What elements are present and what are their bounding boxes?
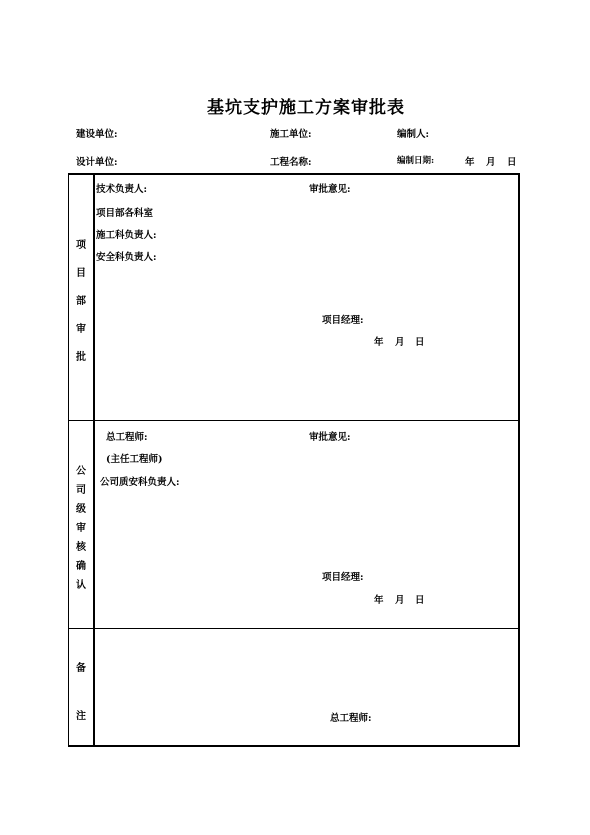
section3-chief-engineer-label: 总工程师: bbox=[330, 713, 372, 724]
section1-month: 月 bbox=[395, 337, 405, 348]
label-column-divider bbox=[93, 173, 95, 747]
section2-month: 月 bbox=[395, 595, 405, 606]
quality-lead-label: 公司质安科负责人: bbox=[100, 477, 180, 488]
chief-engineer-label: 总工程师: bbox=[106, 432, 148, 443]
section1-manager-label: 项目经理: bbox=[322, 315, 364, 326]
section1-side-char-1: 项 bbox=[76, 240, 86, 251]
section3-side-char-1: 备 bbox=[76, 663, 86, 674]
section2-side-char-4: 审 bbox=[76, 523, 86, 534]
build-unit-label: 建设单位: bbox=[76, 129, 118, 140]
design-unit-label: 设计单位: bbox=[76, 157, 118, 168]
section3-side-char-2: 注 bbox=[76, 711, 86, 722]
compile-date-label: 编制日期: bbox=[397, 156, 435, 166]
section2-side-char-3: 级 bbox=[76, 504, 86, 515]
section1-opinion-label: 审批意见: bbox=[309, 184, 351, 195]
tech-lead-label: 技术负责人: bbox=[96, 184, 148, 195]
section1-side-char-4: 审 bbox=[76, 324, 86, 335]
form-title: 基坑支护施工方案审批表 bbox=[207, 98, 405, 118]
table-top-border bbox=[68, 173, 520, 175]
section2-side-char-6: 确 bbox=[76, 561, 86, 572]
compiler-label: 编制人: bbox=[397, 129, 430, 140]
compile-date-year: 年 bbox=[465, 157, 475, 168]
section2-manager-label: 项目经理: bbox=[322, 572, 364, 583]
row-divider-1 bbox=[68, 420, 520, 421]
section2-opinion-label: 审批意见: bbox=[309, 432, 351, 443]
chief-engineer-note: (主任工程师) bbox=[106, 454, 163, 465]
compile-date-day: 日 bbox=[507, 157, 517, 168]
table-right-border bbox=[518, 173, 520, 747]
section2-day: 日 bbox=[415, 595, 425, 606]
section1-side-char-5: 批 bbox=[76, 352, 86, 363]
construction-unit-label: 施工单位: bbox=[270, 129, 312, 140]
table-bottom-border bbox=[68, 745, 520, 747]
section1-side-char-2: 目 bbox=[76, 268, 86, 279]
section2-side-char-2: 司 bbox=[76, 485, 86, 496]
section2-side-char-5: 核 bbox=[76, 542, 86, 553]
section1-year: 年 bbox=[374, 337, 384, 348]
dept-label: 项目部各科室 bbox=[96, 208, 154, 219]
section1-side-char-3: 部 bbox=[76, 296, 86, 307]
construction-lead-label: 施工科负责人: bbox=[96, 230, 157, 241]
safety-lead-label: 安全科负责人: bbox=[96, 252, 157, 263]
section2-side-char-7: 认 bbox=[76, 580, 86, 591]
compile-date-month: 月 bbox=[486, 157, 496, 168]
project-name-label: 工程名称: bbox=[270, 157, 312, 168]
section1-day: 日 bbox=[415, 337, 425, 348]
section2-side-char-1: 公 bbox=[76, 466, 86, 477]
section2-year: 年 bbox=[374, 595, 384, 606]
row-divider-2 bbox=[68, 628, 520, 629]
